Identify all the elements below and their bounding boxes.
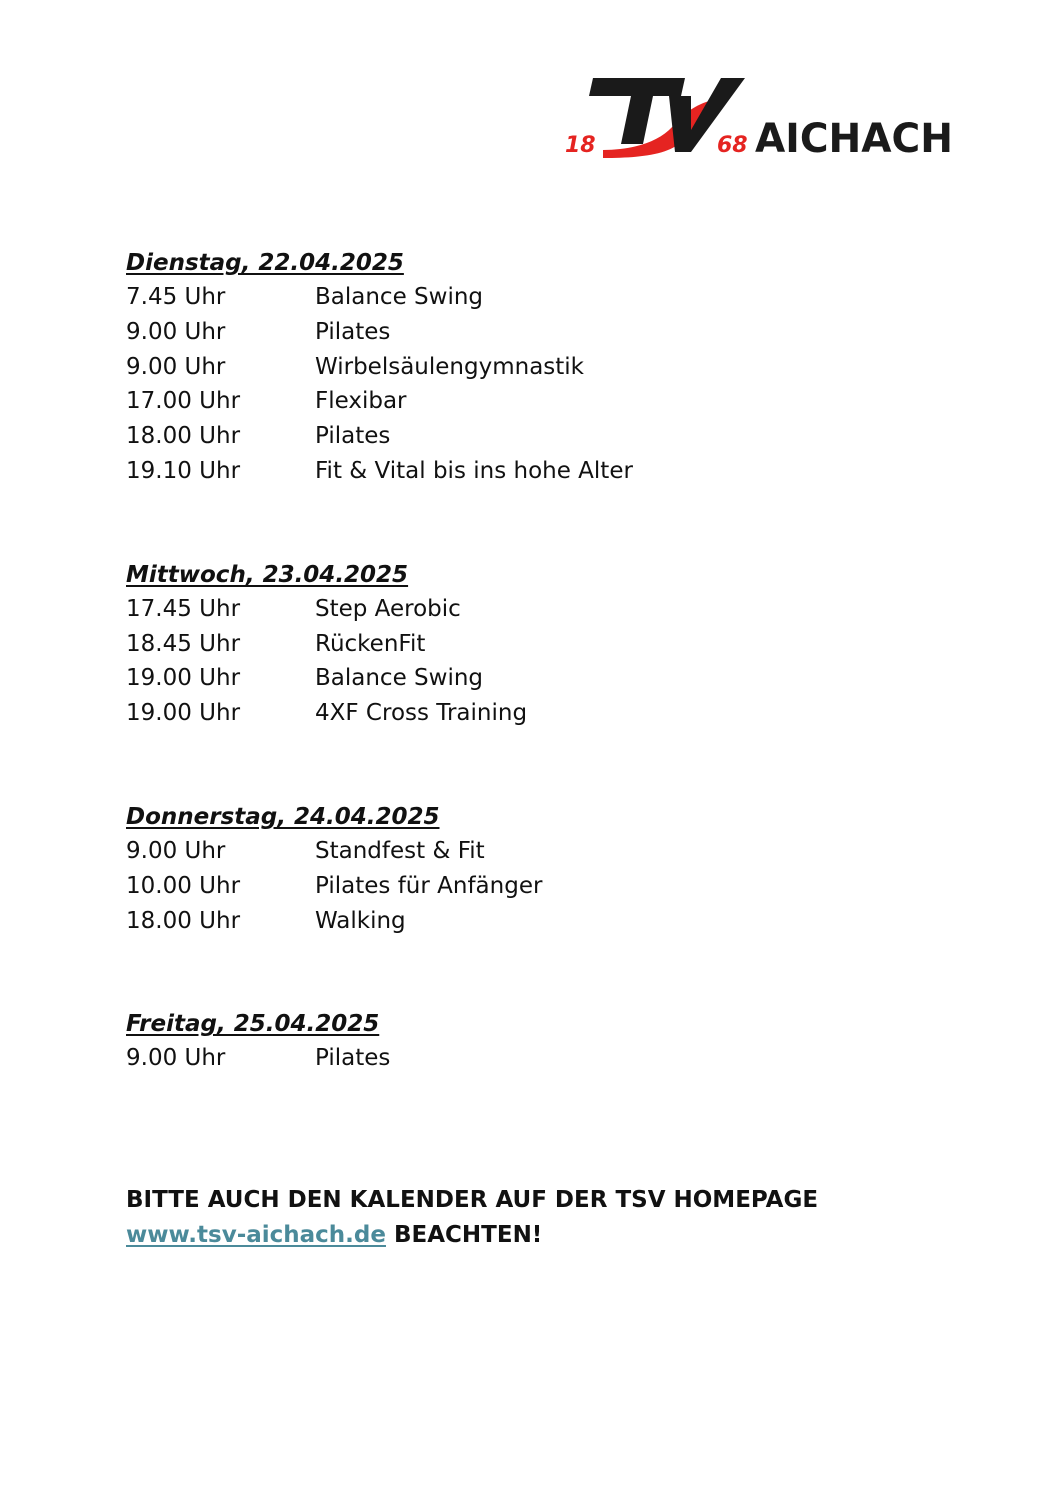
schedule-row <box>126 454 946 489</box>
day-block <box>126 246 946 489</box>
entry-time: 18.00 Uhr <box>126 423 241 450</box>
schedule-row <box>126 869 946 904</box>
entry-course: Standfest & Fit <box>315 837 485 864</box>
entry-course: Pilates <box>315 318 391 345</box>
notice-suffix: BEACHTEN! <box>385 1221 543 1248</box>
entry-time: 19.00 Uhr <box>126 700 241 727</box>
entry-time: 18.45 Uhr <box>126 630 241 657</box>
entry-time: 19.00 Uhr <box>126 665 241 692</box>
day-block <box>126 1007 946 1076</box>
day-block <box>126 558 946 731</box>
day-heading: Dienstag, 22.04.2025 <box>126 250 404 276</box>
entry-time: 7.45 Uhr <box>126 284 226 310</box>
tsv-aichach-logo <box>563 74 955 160</box>
entry-course: 4XF Cross Training <box>315 700 528 727</box>
logo-name: AICHACH <box>755 116 953 160</box>
entry-time: 17.45 Uhr <box>126 595 241 622</box>
entry-time: 9.00 Uhr <box>126 318 226 345</box>
day-heading: Mittwoch, 23.04.2025 <box>126 561 409 588</box>
logo-year-left: 18 <box>565 133 596 158</box>
entry-course: Walking <box>315 907 406 934</box>
entry-course: Balance Swing <box>315 665 484 692</box>
schedule <box>126 246 946 1076</box>
entry-time: 19.10 Uhr <box>126 457 241 484</box>
entry-time: 18.00 Uhr <box>126 907 241 934</box>
entry-course: Pilates <box>315 423 391 450</box>
schedule-row <box>126 280 946 315</box>
homepage-link[interactable]: www.tsv-aichach.de <box>126 1221 386 1248</box>
homepage-notice <box>126 1183 946 1252</box>
entry-time: 9.00 Uhr <box>126 353 226 380</box>
entry-time: 9.00 Uhr <box>126 1045 226 1072</box>
entry-course: Pilates für Anfänger <box>315 872 543 899</box>
schedule-row <box>126 696 946 731</box>
schedule-row <box>126 1041 946 1076</box>
day-heading: Donnerstag, 24.04.2025 <box>126 803 440 830</box>
entry-course: RückenFit <box>315 630 426 657</box>
entry-course: Fit & Vital bis ins hohe Alter <box>315 457 633 484</box>
logo-year-right: 68 <box>717 133 748 158</box>
schedule-row <box>126 592 946 627</box>
entry-course: Pilates <box>315 1045 391 1072</box>
schedule-row <box>126 661 946 696</box>
entry-time: 9.00 Uhr <box>126 837 226 864</box>
entry-course: Balance Swing <box>315 284 484 310</box>
schedule-row <box>126 904 946 939</box>
schedule-row <box>126 834 946 869</box>
schedule-row <box>126 627 946 662</box>
day-block <box>126 800 946 938</box>
schedule-row <box>126 384 946 419</box>
entry-course: Wirbelsäulengymnastik <box>315 353 584 380</box>
notice-line-2 <box>126 1218 946 1253</box>
schedule-row <box>126 350 946 385</box>
entry-time: 10.00 Uhr <box>126 872 241 899</box>
entry-course: Step Aerobic <box>315 595 461 622</box>
schedule-row <box>126 315 946 350</box>
notice-line-1: BITTE AUCH DEN KALENDER AUF DER TSV HOMEPAGE <box>126 1187 819 1213</box>
day-heading: Freitag, 25.04.2025 <box>126 1011 380 1038</box>
entry-time: 17.00 Uhr <box>126 388 241 415</box>
schedule-row <box>126 419 946 454</box>
entry-course: Flexibar <box>315 388 407 415</box>
